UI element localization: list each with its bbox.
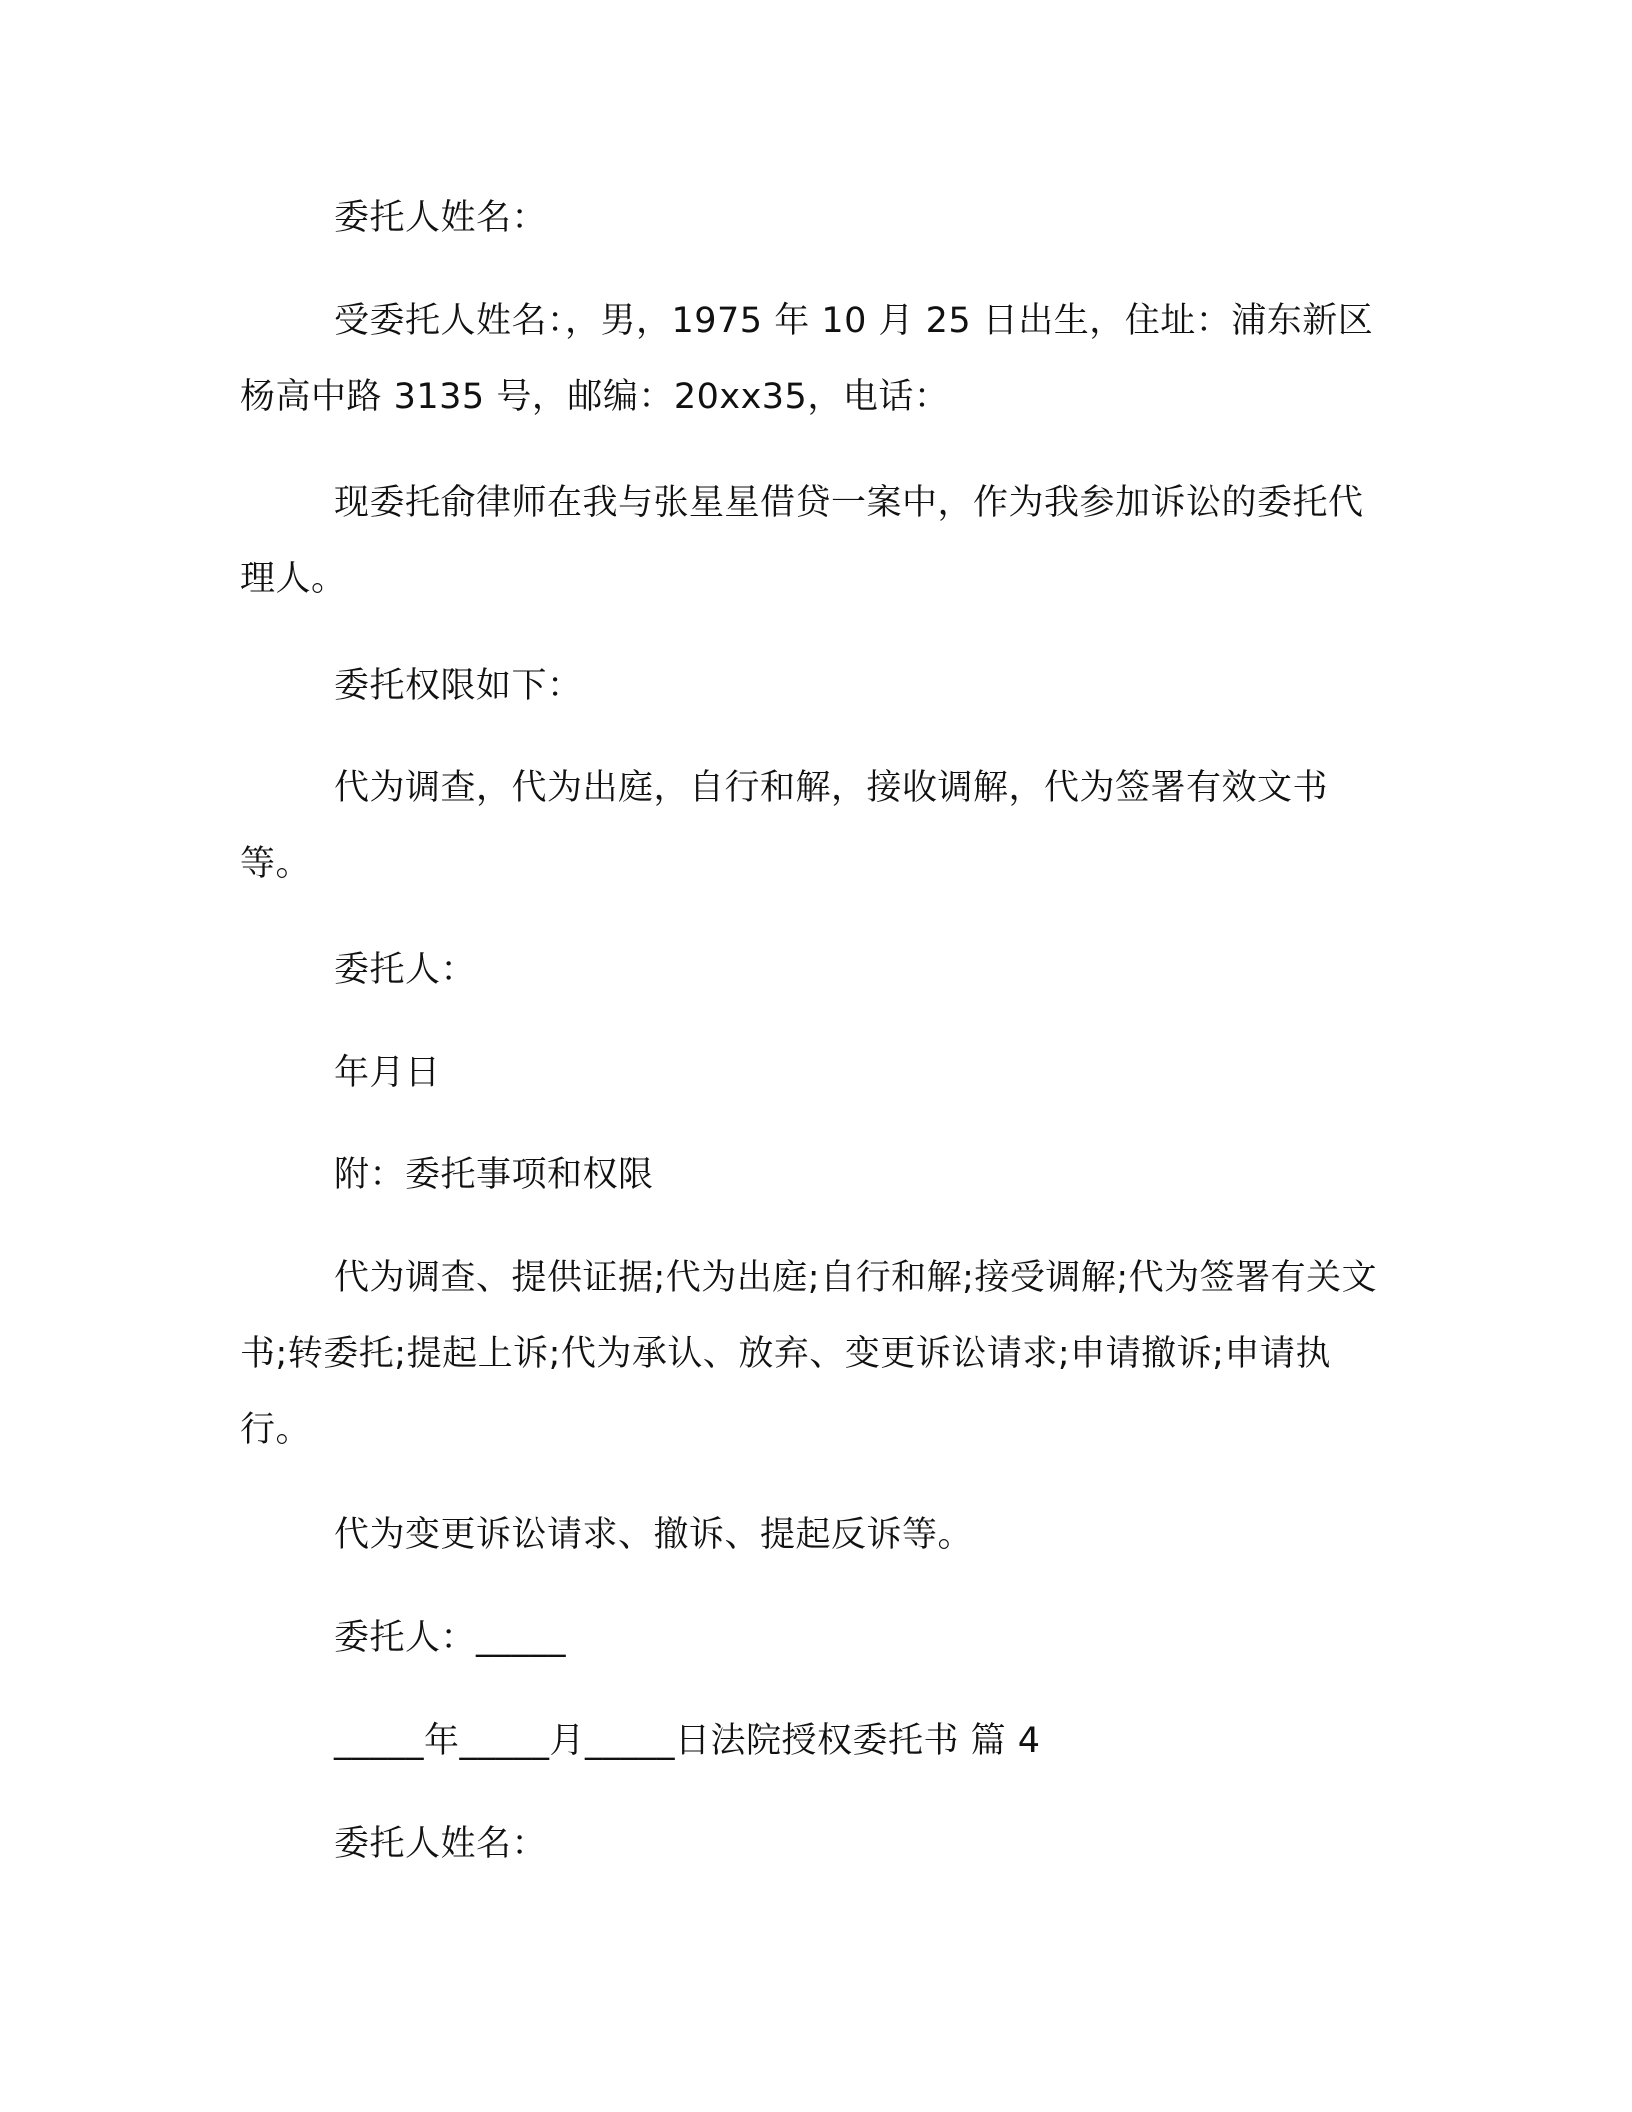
principal-name-line: 委托人姓名： — [334, 198, 548, 238]
date-blank-title-line: _____年_____月_____日法院授权委托书 篇 4 — [334, 1721, 1041, 1761]
principal-signature-line: 委托人： — [334, 950, 477, 990]
appendix-authority-paragraph: 代为调查、提供证据;代为出庭;自行和解;接受调解;代为签署有关文书;转委托;提起上诉;代为承认、放弃、变更诉讼请求;申请撤诉;申请执行。 — [240, 1258, 1378, 1450]
variation-paragraph: 代为变更诉讼请求、撤诉、提起反诉等。 — [334, 1515, 974, 1555]
authority-paragraph: 代为调查，代为出庭，自行和解，接收调解，代为签署有效文书等。 — [240, 768, 1329, 884]
entrustment-paragraph: 现委托俞律师在我与张星星借贷一案中，作为我参加诉讼的委托代理人。 — [240, 483, 1364, 599]
agent-info-paragraph: 受委托人姓名：，男，1975 年 10 月 25 日出生，住址：浦东新区杨高中路 3135 号，邮编：20xx35，电话： — [240, 301, 1374, 417]
date-line: 年月日 — [334, 1053, 441, 1093]
principal-blank-line: 委托人：_____ — [334, 1618, 567, 1658]
principal-name-line-2: 委托人姓名： — [334, 1824, 548, 1864]
authority-heading: 委托权限如下： — [334, 666, 583, 706]
appendix-heading: 附：委托事项和权限 — [334, 1155, 654, 1195]
